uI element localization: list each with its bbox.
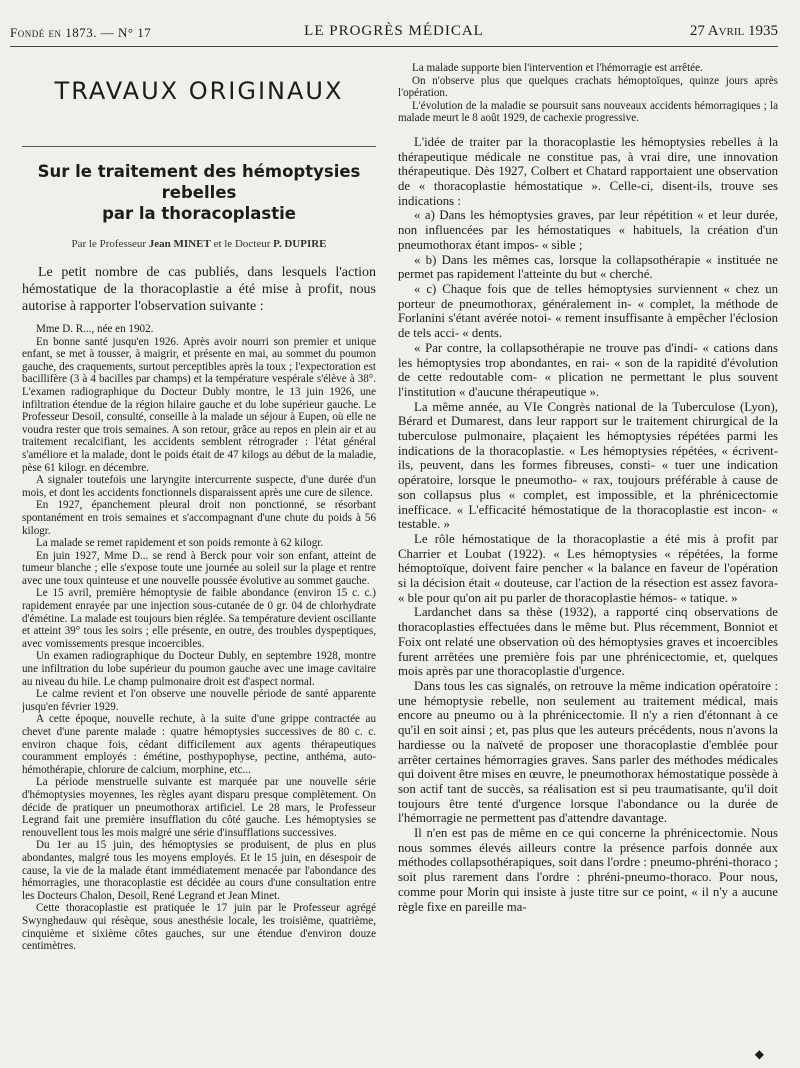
case-paragraph: A signaler toutefois une laryngite intercurrente suspecte, d'une durée d'un mois, et dont les accidents fonctionnels disparaissent après une cure de silence. xyxy=(22,474,376,499)
case-paragraph: La malade supporte bien l'intervention et l'hémorragie est arrêtée. xyxy=(412,62,703,74)
discussion-paragraph: « Par contre, la collapsothérapie ne trouve pas d'indi- « cations dans les hémoptysies trop abondantes, en rai- « son de la rapidité d'évolution de cette redoutable com- « plication ne permettant le plus souvent l'institution « d'aucune thérapeutique ». xyxy=(398,340,778,399)
case-paragraph: Du 1er au 15 juin, des hémoptysies se produisent, de plus en plus abondantes, malgré tous les moyens employés. Et le 15 juin, en désespoir de cause, la vie de la malade étant immédiatement menacée par l'abondance des hémorragies, une thoracoplastie est décidée au cours d'une consultation entre les Docteurs Chalon, Desoil, René Legrand et Jean Minet. xyxy=(22,839,376,902)
byline xyxy=(22,238,376,250)
section-rule xyxy=(22,146,376,147)
running-header xyxy=(10,20,778,47)
end-mark-icon: ◆ xyxy=(754,1047,764,1061)
discussion-paragraph: Dans tous les cas signalés, on retrouve la même indication opératoire : une hémoptysie rebelle, non seulement au traitement médical, mais encore au pneumo ou à la phrénicectomie. Il n'y a rien d'étonnant à ce qu'il en soit ainsi ; et, pas plus que les auteurs précédents, nous n'avons la hardiesse ou la naïveté de proposer une thoracoplastie d'emblée pour arrêter certaines hémorragies graves. Sans parler des méthodes médicales qui doivent être mises en œuvre, le pneumothorax hémostatique possède à son actif tant de succès, sa réalisation est si peu traumatisante, qu'il doit toujours être tenté d'urgence lorsque l'abondance ou la durée de l'hémorragie ne permettent pas d'attendre davantage. xyxy=(398,678,778,826)
case-paragraph: Un examen radiographique du Docteur Dubly, en septembre 1928, montre une infiltration du lobe supérieur du poumon gauche avec une image cavitaire au niveau du hile. Le champ pulmonaire droit est d'aspect normal. xyxy=(22,650,376,688)
discussion-paragraph: Le rôle hémostatique de la thoracoplastie a été mis à profit par Charrier et Loubat (1922). « Les hémoptysies « répétées, la forme hémoptoïque, doivent faire pencher « la balance en faveur de l'opération si la décision était « douteuse, car l'action de la résection est assez favora- « ble pour qu'on ait pu parler de thoracoplastie hémos- « tatique. » xyxy=(398,531,778,605)
case-conclusion xyxy=(398,62,778,125)
case-report xyxy=(22,323,376,953)
author-1: Jean MINET xyxy=(148,238,211,250)
case-paragraph: Mme D. R..., née en 1902. xyxy=(36,323,154,335)
journal-name: LE PROGRÈS MÉDICAL xyxy=(304,23,484,39)
case-paragraph: En bonne santé jusqu'en 1926. Après avoir nourri son premier et unique enfant, se met à tousser, à maigrir, et présente en mai, au sommet du poumon gauche, des craquements, surtout perceptibles après la toux ; l'expectoration est bacillifère (3 à 4 bacilles par champs) et la température vespérale s'élève à 38°. L'examen radiographique du Docteur Dubly montre, le 13 juin 1926, une infiltration étendue de la région hilaire gauche et du lobe supérieur gauche. Le Professeur Desoil, consulté, conseille à la malade un séjour à Eupen, où elle ne voudra rester que trois semaines. A son retour, grâce au repos en plein air et au traitement recalcifiant, les accidents semblent rétrograder : l'état général s'améliore et la malade, dont le poids était de 47 kilogs au début de la maladie, pèse 61 kilogr. en décembre. xyxy=(22,335,376,474)
discussion xyxy=(398,135,778,914)
case-paragraph: La période menstruelle suivante est marquée par une nouvelle série d'hémoptysies moyennes, les règles ayant disparu presque complètement. On décide de pratiquer un pneumothorax artificiel. Le 28 mars, le Professeur Legrand fait une première insufflation du côté gauche. Les hémoptysies se renouvellent tous les mois malgré une série d'insufflations successives. xyxy=(22,776,376,839)
case-paragraph: Le calme revient et l'on observe une nouvelle période de santé apparente jusqu'en février 1929. xyxy=(22,688,376,713)
section-title: TRAVAUX ORIGINAUX xyxy=(54,77,344,105)
discussion-paragraph: « b) Dans les mêmes cas, lorsque la collapsothérapie « instituée ne permet pas rapidement l'atteinte du but « cherché. xyxy=(398,252,778,282)
left-column xyxy=(22,62,376,1062)
case-paragraph: On n'observe plus que quelques crachats hémoptoïques, quinze jours après l'opération. xyxy=(398,74,778,100)
header-founded: Fondé en 1873. — N° 17 xyxy=(10,25,152,40)
case-paragraph: En 1927, épanchement pleural droit non ponctionné, se résorbant spontanément en trois semaines et s'accompagnant d'une chute du poids à 56 kilogr. xyxy=(22,499,376,537)
discussion-paragraph: Lardanchet dans sa thèse (1932), a rapporté cinq observations de thoracoplasties effectuées dans le même but. Plus récemment, Bonniot et Foix ont relaté une observation où des hémoptysies graves et incoercibles furent arrêtées une première fois par une phrénicectomie, et, quelques mois après par une thoracoplastie d'urgence. xyxy=(398,605,778,679)
author-2: P. DUPIRE xyxy=(273,238,327,250)
discussion-paragraph: « a) Dans les hémoptysies graves, par leur répétition « et leur durée, non influencées par les hémostatiques « habituels, la création d'un pneumothorax étant impos- « sible ; xyxy=(398,208,778,252)
article-title-line-1: Sur le traitement des hémoptysies rebelles xyxy=(37,162,361,202)
discussion-paragraph: Il n'en est pas de même en ce qui concerne la phrénicectomie. Nous nous sommes élevés ailleurs contre la présence parfois donnée aux méthodes collapsothérapiques, soit dans l'ordre : pneumo-phréni-thoraco ; soit plus rarement dans l'ordre : phréni-pneumo-thoraco. Pour nous, comme pour Morin qui insiste à juste titre sur ce point, « il n'y a aucune règle fixe en pareille ma- xyxy=(398,826,778,914)
case-paragraph: La malade se remet rapidement et son poids remonte à 62 kilogr. xyxy=(36,537,324,550)
intro-paragraph: Le petit nombre de cas publiés, dans lesquels l'action hémostatique de la thoracoplastie a été mise à profit, nous autorise à rapporter l'observation suivante : xyxy=(22,265,376,314)
right-column xyxy=(398,62,778,1062)
discussion-paragraph: L'idée de traiter par la thoracoplastie les hémoptysies rebelles à la thérapeutique médicale ne constitue pas, à vrai dire, une innovation thérapeutique. Dès 1927, Colbert et Chatard rapportaient une observation de « thoracoplastie hémostatique ». Celle-ci, disent-ils, trouve ses indications : xyxy=(398,134,778,208)
case-paragraph: L'évolution de la maladie se poursuit sans nouveaux accidents hémorragiques ; la malade meurt le 8 août 1929, de cachexie progressive. xyxy=(398,99,778,125)
case-paragraph: Cette thoracoplastie est pratiquée le 17 juin par le Professeur agrégé Swynghedauw qui résèque, sous anesthésie locale, les troisième, quatrième, cinquième et sixième côtes gauches, sur une étendue d'environ douze centimètres. xyxy=(22,902,376,953)
byline-mid: et le Docteur xyxy=(213,238,271,250)
discussion-paragraph: La même année, au VIe Congrès national de la Tuberculose (Lyon), Bérard et Dumarest, dans leur rapport sur le traitement chirurgical de la tuberculose pulmonaire, plaçaient les hémoptysies répétées parmi les indications de la thoracoplastie. « Les hémoptysies répétées, « écrivent-ils, peuvent, dans les formes fibreuses, consti- « tuer une indication opératoire, lorsque le pneumotho- « rax, toujours préférable à cause de son collapsus plus « complet, est impossible, et la phrénicectomie inefficace. « L'efficacité hémostatique de la thoracoplastie est incon- « testable. » xyxy=(398,399,778,532)
article-title-line-2: par la thoracoplastie xyxy=(102,204,296,223)
case-paragraph: En juin 1927, Mme D... se rend à Berck pour voir son enfant, atteint de tumeur blanche ; elle s'expose toute une journée au soleil sur la plage et rentre avec une toux quinteuse et une nouvelle poussée évolutive au sommet gauche. xyxy=(22,549,376,587)
case-paragraph: A cette époque, nouvelle rechute, à la suite d'une grippe contractée au chevet d'une parente malade : quatre hémoptysies successives de 80 c. c. environ chaque fois, cédant difficilement aux agents thérapeutiques couramment employés : émétine, posthypophyse, pectine, anthéma, auto-hémothérapie, chlorure de calcium, morphine, etc... xyxy=(22,713,376,776)
case-paragraph: Le 15 avril, première hémoptysie de faible abondance (environ 15 c. c.) rapidement enrayée par une injection sous-cutanée de 0 gr. 04 de chlorhydrate d'émétine. La malade est toujours bien réglée. Sa température devient oscillante et atteint 39° tous les soirs ; elle présente, en outre, des troubles dyspeptiques, avec vomissements presque incoercibles. xyxy=(22,587,376,650)
header-date: 27 Avril 1935 xyxy=(689,23,778,39)
discussion-paragraph: « c) Chaque fois que de telles hémoptysies surviennent « chez un porteur de pneumothorax, généralement in- « complet, la méthode de Forlanini s'étant avérée notoi- « rement insuffisante à empêcher l'éclosion de tels acci- « dents. xyxy=(398,282,778,341)
byline-prefix: Par le Professeur xyxy=(71,238,147,250)
article-title xyxy=(22,161,376,224)
